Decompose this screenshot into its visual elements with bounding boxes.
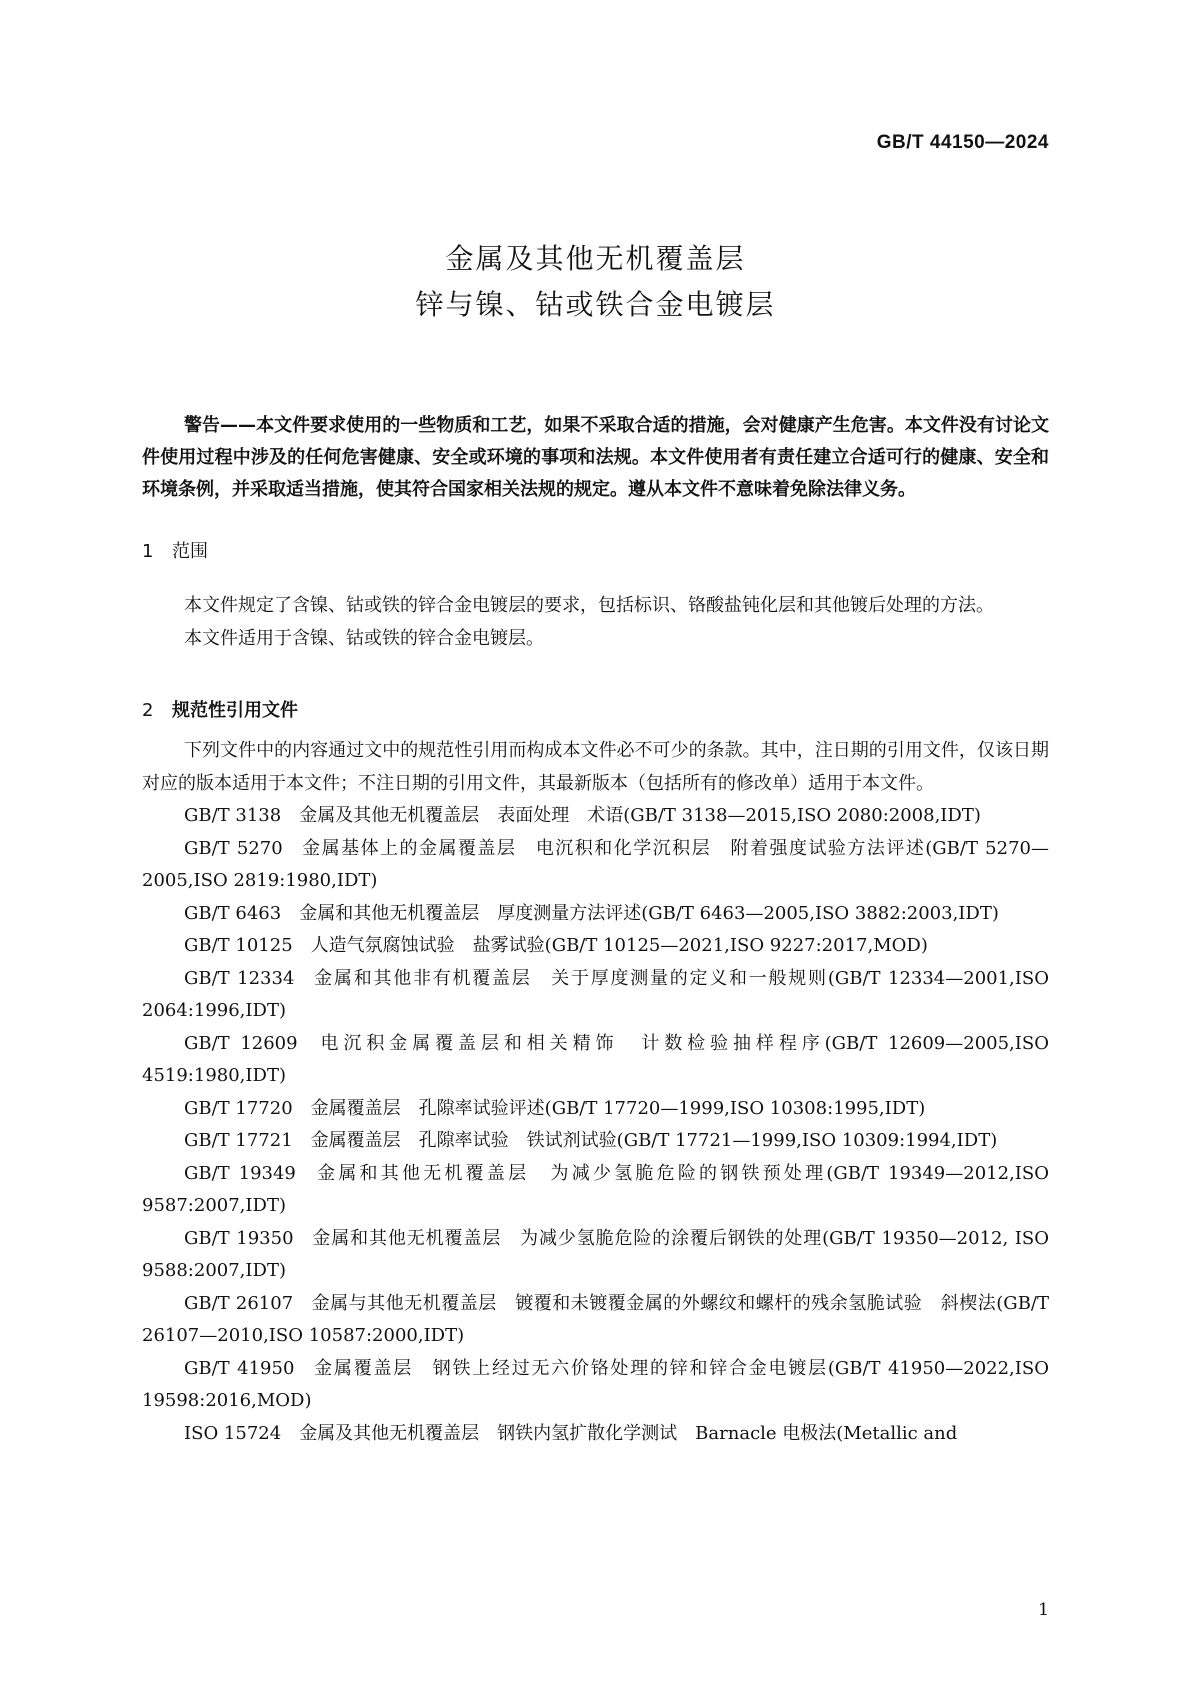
section-1-heading [142, 537, 208, 563]
reference-item [142, 833, 1049, 898]
section-2-heading [142, 696, 298, 722]
section-2-body [142, 735, 1049, 1450]
section-1-paragraph-2: 本文件适用于含镍、钴或铁的锌合金电镀层。 [184, 627, 544, 649]
reference-text: 金属及其他无机覆盖层 钢铁内氢扩散化学测试 Barnacle 电极法(Metallic and [299, 1422, 958, 1444]
reference-text: 金属覆盖层 钢铁上经过无六价铬处理的锌和锌合金电镀层(GB/T 41950—2022,ISO 19598:2016,MOD) [142, 1357, 1049, 1411]
section-2-title: 规范性引用文件 [172, 700, 298, 721]
reference-code: GB/T 3138 [184, 805, 282, 826]
reference-item [142, 1288, 1049, 1353]
reference-item [142, 1418, 1049, 1451]
document-title [0, 236, 1191, 328]
reference-item [142, 1093, 1049, 1126]
reference-text: 金属和其他无机覆盖层 为减少氢脆危险的涂覆后钢铁的处理(GB/T 19350—2012, ISO 9588:2007,IDT) [142, 1227, 1049, 1281]
reference-code: GB/T 5270 [184, 837, 283, 859]
section-2-number: 2 [142, 700, 154, 721]
reference-code: GB/T 19350 [184, 1227, 294, 1249]
reference-text: 金属覆盖层 孔隙率试验评述(GB/T 17720—1999,ISO 10308:1995,IDT) [310, 1097, 926, 1119]
section-1-body [142, 590, 1049, 655]
reference-item [142, 898, 1049, 931]
section-1-number: 1 [142, 541, 154, 562]
reference-text: 金属和其他无机覆盖层 为减少氢脆危险的钢铁预处理(GB/T 19349—2012,ISO 9587:2007,IDT) [142, 1162, 1049, 1216]
reference-code: GB/T 19349 [184, 1162, 296, 1184]
reference-item [142, 963, 1049, 1028]
reference-item [142, 1028, 1049, 1093]
reference-code: GB/T 6463 [184, 902, 282, 924]
section-1-paragraph-1: 本文件规定了含镍、钴或铁的锌合金电镀层的要求，包括标识、铬酸盐钝化层和其他镀后处理的方法。 [184, 595, 994, 616]
reference-text: 电沉积金属覆盖层和相关精饰 计数检验抽样程序(GB/T 12609—2005,ISO 4519:1980,IDT) [142, 1032, 1049, 1086]
reference-item [142, 930, 1049, 963]
reference-code: GB/T 12609 [184, 1032, 298, 1054]
reference-item [142, 1125, 1049, 1158]
title-line-2: 锌与镍、钴或铁合金电镀层 [415, 288, 776, 321]
reference-text: 金属及其他无机覆盖层 表面处理 术语(GB/T 3138—2015,ISO 2080:2008,IDT) [299, 805, 981, 826]
reference-text: 金属与其他无机覆盖层 镀覆和未镀覆金属的外螺纹和螺杆的残余氢脆试验 斜楔法(GB/T 26107—2010,ISO 10587:2000,IDT) [142, 1292, 1049, 1346]
reference-code: GB/T 17720 [184, 1097, 293, 1119]
section-2-intro: 下列文件中的内容通过文中的规范性引用而构成本文件必不可少的条款。其中，注日期的引用文件，仅该日期对应的版本适用于本文件；不注日期的引用文件，其最新版本（包括所有的修改单）适用于本文件。 [142, 740, 1049, 794]
reference-code: GB/T 12334 [184, 967, 295, 989]
standard-number: GB/T 44150—2024 [876, 132, 1049, 153]
warning-paragraph: 警告——本文件要求使用的一些物质和工艺，如果不采取合适的措施，会对健康产生危害。本文件没有讨论文件使用过程中涉及的任何危害健康、安全或环境的事项和法规。本文件使用者有责任建立合适可行的健康、安全和环境条例，并采取适当措施，使其符合国家相关法规的规定。遵从本文件不意味着免除法律义务。 [142, 415, 1049, 500]
reference-text: 金属基体上的金属覆盖层 电沉积和化学沉积层 附着强度试验方法评述(GB/T 5270—2005,ISO 2819:1980,IDT) [142, 837, 1049, 891]
reference-text: 金属覆盖层 孔隙率试验 铁试剂试验(GB/T 17721—1999,ISO 10309:1994,IDT) [310, 1130, 998, 1151]
reference-text: 金属和其他无机覆盖层 厚度测量方法评述(GB/T 6463—2005,ISO 3882:2003,IDT) [299, 902, 999, 924]
page-number: 1 [1038, 1600, 1049, 1620]
reference-item [142, 1158, 1049, 1223]
reference-text: 人造气氛腐蚀试验 盐雾试验(GB/T 10125—2021,ISO 9227:2017,MOD) [310, 935, 928, 956]
section-1-title: 范围 [172, 541, 208, 562]
reference-item [142, 800, 1049, 833]
reference-code: ISO 15724 [184, 1422, 282, 1444]
reference-code: GB/T 10125 [184, 935, 293, 956]
reference-code: GB/T 41950 [184, 1357, 295, 1379]
title-line-1: 金属及其他无机覆盖层 [445, 242, 746, 275]
reference-code: GB/T 26107 [184, 1292, 294, 1314]
reference-item [142, 1223, 1049, 1288]
reference-text: 金属和其他非有机覆盖层 关于厚度测量的定义和一般规则(GB/T 12334—2001,ISO 2064:1996,IDT) [142, 967, 1049, 1021]
reference-code: GB/T 17721 [184, 1130, 293, 1151]
reference-item [142, 1353, 1049, 1418]
